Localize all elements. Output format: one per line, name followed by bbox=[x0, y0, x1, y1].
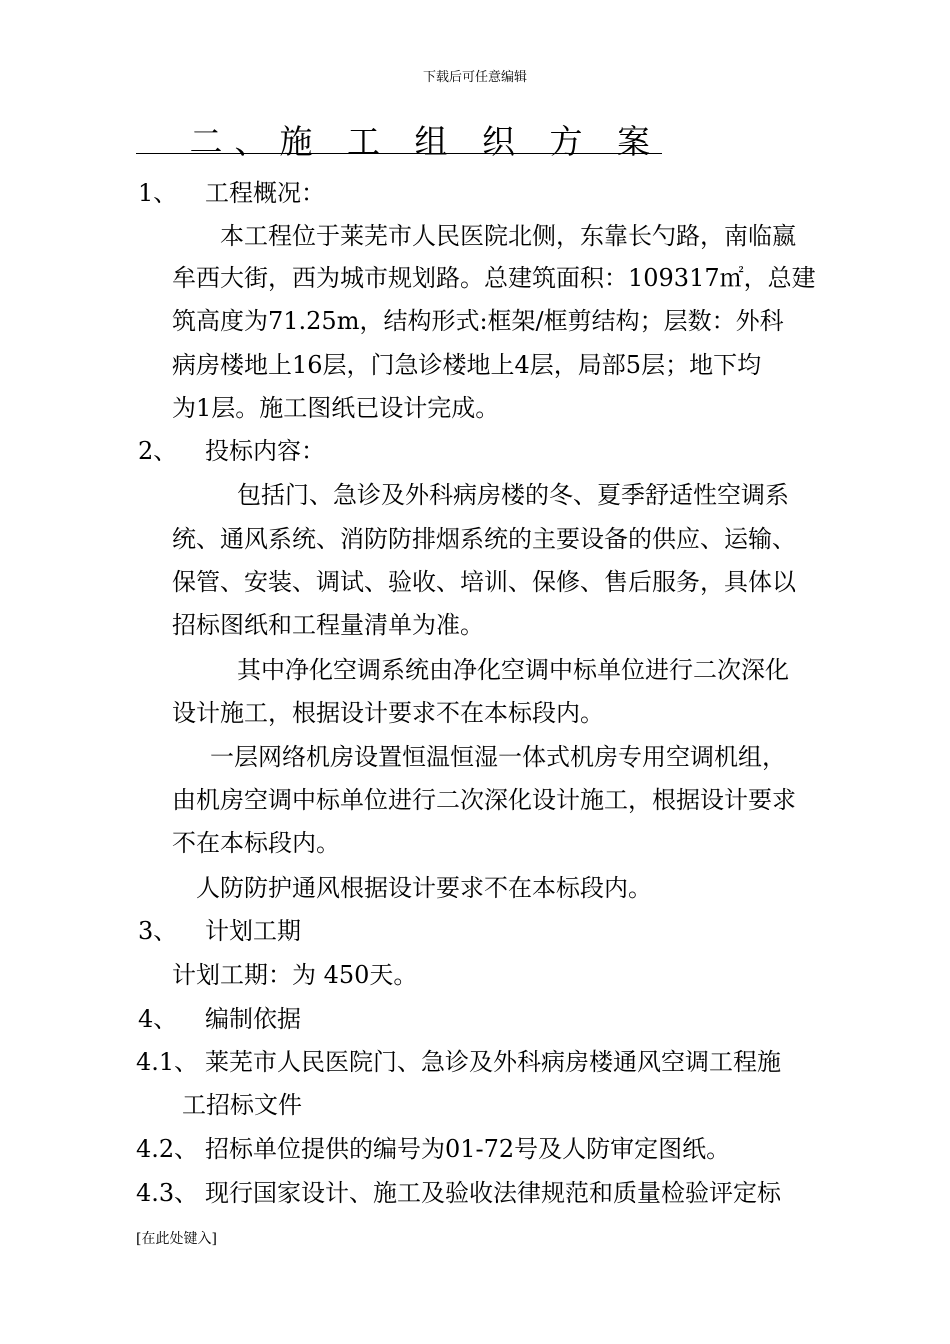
section-number: 3、 bbox=[138, 917, 178, 945]
paragraph-line: 工招标文件 bbox=[182, 1091, 302, 1119]
section-number: 1、 bbox=[138, 179, 178, 207]
paragraph-line: 牟西大街，西为城市规划路。总建筑面积：109317㎡，总建 bbox=[172, 264, 816, 292]
paragraph-line: 筑高度为71.25m，结构形式:框架/框剪结构；层数：外科 bbox=[172, 307, 784, 335]
paragraph-line: 一层网络机房设置恒温恒湿一体式机房专用空调机组， bbox=[210, 743, 786, 771]
section-heading: 投标内容： bbox=[205, 437, 325, 465]
paragraph-line: 现行国家设计、施工及验收法律规范和质量检验评定标 bbox=[205, 1179, 781, 1207]
footer-placeholder: [在此处键入] bbox=[136, 1231, 217, 1247]
paragraph-line: 招标图纸和工程量清单为准。 bbox=[172, 611, 484, 639]
header-note: 下载后可任意编辑 bbox=[422, 70, 527, 85]
paragraph-line: 计划工期：为 450天。 bbox=[172, 961, 418, 989]
paragraph-line: 招标单位提供的编号为01-72号及人防审定图纸。 bbox=[205, 1135, 731, 1163]
paragraph-line: 包括门、急诊及外科病房楼的冬、夏季舒适性空调系 bbox=[237, 481, 789, 509]
subsection-number: 4.1、 bbox=[136, 1048, 199, 1076]
paragraph-line: 不在本标段内。 bbox=[172, 829, 340, 857]
paragraph-line: 保管、安装、调试、验收、培训、保修、售后服务，具体以 bbox=[172, 568, 796, 596]
paragraph-line: 由机房空调中标单位进行二次深化设计施工，根据设计要求 bbox=[172, 786, 796, 814]
paragraph-line: 病房楼地上16层，门急诊楼地上4层，局部5层；地下均 bbox=[172, 351, 762, 379]
section-heading: 编制依据 bbox=[205, 1005, 301, 1033]
paragraph-line: 莱芜市人民医院门、急诊及外科病房楼通风空调工程施 bbox=[205, 1048, 781, 1076]
subsection-number: 4.2、 bbox=[136, 1135, 199, 1163]
paragraph-line: 本工程位于莱芜市人民医院北侧，东靠长勺路，南临嬴 bbox=[220, 222, 796, 250]
title-underline bbox=[136, 153, 662, 154]
paragraph-line: 其中净化空调系统由净化空调中标单位进行二次深化 bbox=[237, 656, 789, 684]
section-number: 4、 bbox=[138, 1005, 178, 1033]
paragraph-line: 为1层。施工图纸已设计完成。 bbox=[172, 394, 500, 422]
section-number: 2、 bbox=[138, 437, 178, 465]
subsection-number: 4.3、 bbox=[136, 1179, 199, 1207]
section-heading: 工程概况： bbox=[205, 179, 325, 207]
section-heading: 计划工期 bbox=[205, 917, 301, 945]
paragraph-line: 人防防护通风根据设计要求不在本标段内。 bbox=[196, 874, 652, 902]
paragraph-line: 统、通风系统、消防防排烟系统的主要设备的供应、运输、 bbox=[172, 525, 796, 553]
paragraph-line: 设计施工，根据设计要求不在本标段内。 bbox=[172, 699, 604, 727]
page-title: 二、施 工 组 织 方 案 bbox=[189, 122, 662, 161]
